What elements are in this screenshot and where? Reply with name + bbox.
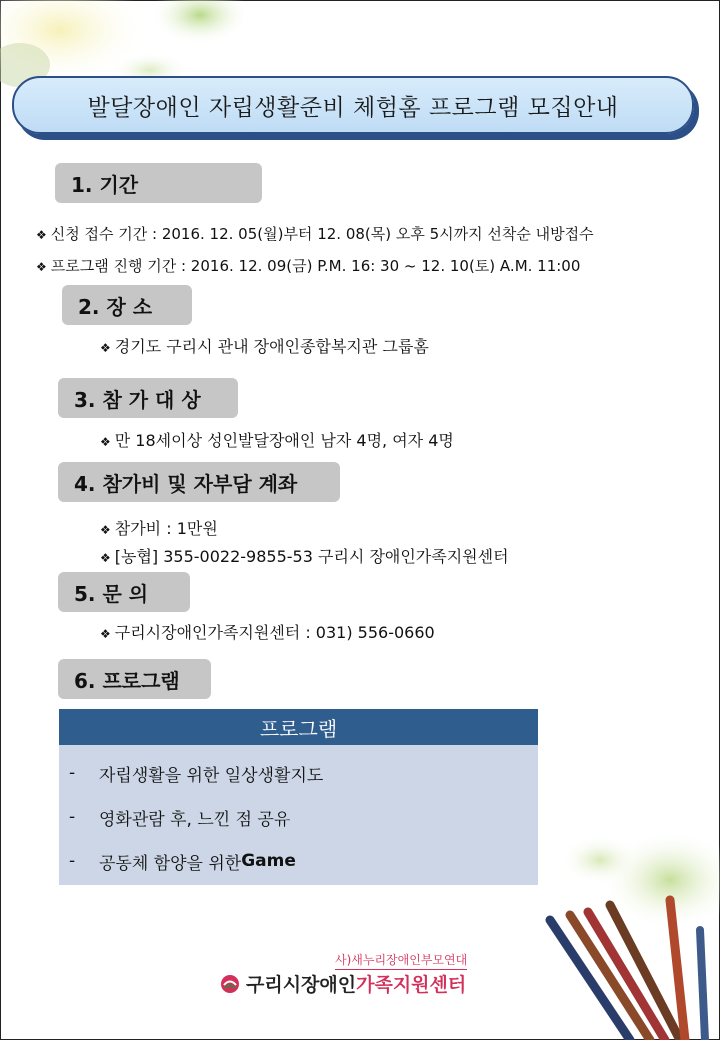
place-line: ❖ 경기도 구리시 관내 장애인종합복지관 그룹홈 — [100, 337, 429, 356]
title-banner — [12, 76, 694, 134]
footer-organization — [220, 970, 466, 997]
section-heading-fee: 4. 참가비 및 자부담 계좌 — [58, 462, 340, 502]
section-heading-period: 1. 기간 — [55, 163, 262, 203]
section-heading-target: 3. 참 가 대 상 — [58, 378, 238, 418]
page-title: 발달장애인 자립생활준비 체험홈 프로그램 모집안내 — [87, 94, 619, 121]
fee-line-2: ❖ [농협] 355-0022-9855-53 구리시 장애인가족지원센터 — [100, 547, 509, 566]
period-line-2: ❖ 프로그램 진행 기간 : 2016. 12. 09(금) P.M. 16: 30 ~ 12. 10(토) A.M. 11:00 — [36, 257, 581, 275]
diamond-bullet-icon: ❖ — [100, 435, 111, 449]
table-row: - 영화관람 후, 느낀 점 공유 — [69, 807, 291, 830]
diamond-bullet-icon: ❖ — [100, 523, 111, 537]
target-line: ❖ 만 18세이상 성인발달장애인 남자 4명, 여자 4명 — [100, 431, 454, 450]
program-table — [59, 709, 538, 885]
footer-name-part1: 구리시장애인 — [246, 974, 357, 996]
diamond-bullet-icon: ❖ — [100, 341, 111, 355]
decorative-pencils-image — [520, 820, 720, 1040]
organization-logo-icon — [220, 974, 240, 994]
section-heading-contact: 5. 문 의 — [58, 572, 190, 612]
diamond-bullet-icon: ❖ — [100, 551, 111, 565]
section-heading-program: 6. 프로그램 — [58, 659, 211, 699]
footer-organization-sub: 사)새누리장애인부모연대 — [335, 951, 467, 970]
section-heading-place: 2. 장 소 — [62, 285, 192, 325]
program-table-header: 프로그램 — [59, 709, 538, 745]
table-row: - 자립생활을 위한 일상생활지도 — [69, 763, 324, 786]
program-table-body — [59, 745, 538, 885]
period-line-1: ❖ 신청 접수 기간 : 2016. 12. 05(월)부터 12. 08(목) 오후 5시까지 선착순 내방접수 — [36, 225, 594, 243]
diamond-bullet-icon: ❖ — [36, 228, 47, 242]
table-row: - 공동체 함양을 위한 Game — [69, 851, 296, 874]
fee-line-1: ❖ 참가비 : 1만원 — [100, 519, 218, 538]
contact-line: ❖ 구리시장애인가족지원센터 : 031) 556-0660 — [100, 623, 435, 642]
diamond-bullet-icon: ❖ — [36, 260, 47, 274]
footer-name-part2: 가족지원센터 — [356, 974, 467, 996]
diamond-bullet-icon: ❖ — [100, 627, 111, 641]
